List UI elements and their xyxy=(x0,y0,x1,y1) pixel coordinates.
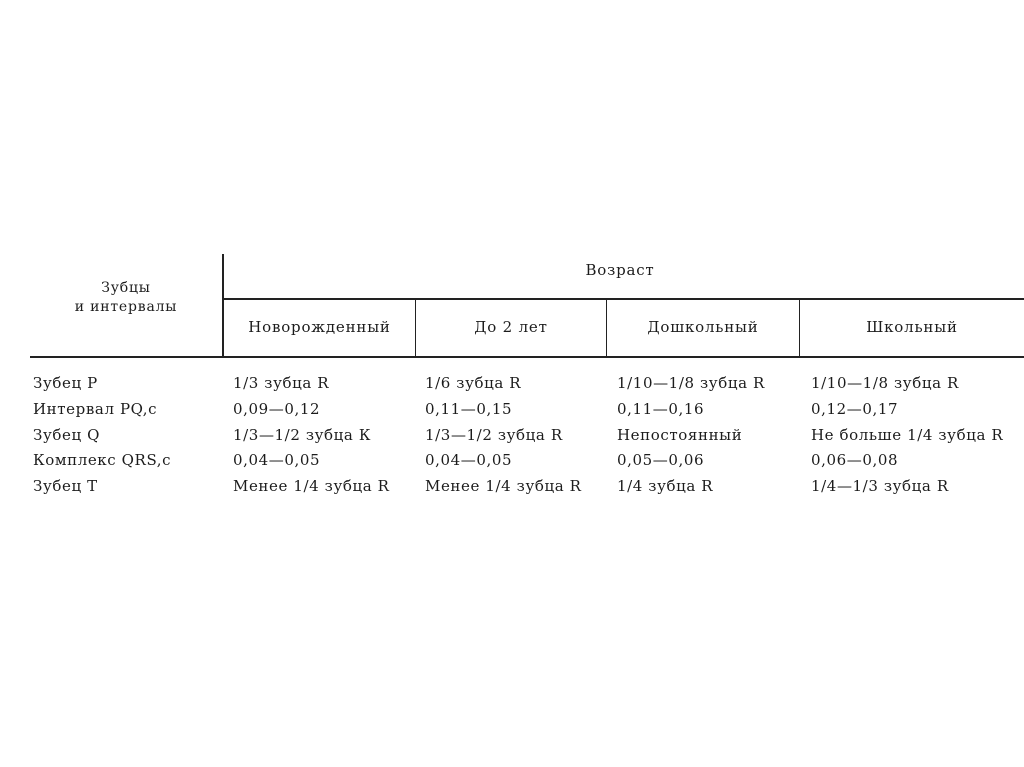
cell-under-2: 0,04—0,05 xyxy=(425,451,513,469)
cell-newborn: 1/3 зубца R xyxy=(233,374,330,392)
cell-preschool: 1/10—1/8 зубца R xyxy=(617,374,765,392)
group-header-underline xyxy=(222,298,1024,300)
cell-school: 0,12—0,17 xyxy=(811,400,899,418)
cell-school: 0,06—0,08 xyxy=(811,451,899,469)
cell-preschool: 0,11—0,16 xyxy=(617,400,705,418)
cell-school: Не больше 1/4 зубца R xyxy=(811,426,1004,444)
row-label: Интервал PQ,c xyxy=(33,400,158,418)
header-bottom-rule xyxy=(30,356,1024,358)
row-label: Зубец P xyxy=(33,374,98,392)
stub-header-line-2: и интервалы xyxy=(74,299,178,315)
header-divider-vertical xyxy=(222,254,224,358)
column-header-newborn: Новорожденный xyxy=(248,318,391,336)
column-header-preschool: Дошкольный xyxy=(647,318,759,336)
cell-school: 1/4—1/3 зубца R xyxy=(811,477,949,495)
stub-header-line-1: Зубцы xyxy=(101,280,151,296)
cell-newborn: 1/3—1/2 зубца К xyxy=(233,426,372,444)
cell-newborn: 0,04—0,05 xyxy=(233,451,321,469)
column-header-school: Школьный xyxy=(866,318,958,336)
cell-under-2: 0,11—0,15 xyxy=(425,400,513,418)
cell-preschool: 1/4 зубца R xyxy=(617,477,714,495)
cell-newborn: 0,09—0,12 xyxy=(233,400,321,418)
cell-under-2: 1/6 зубца R xyxy=(425,374,522,392)
row-label: Комплекс QRS,c xyxy=(33,451,172,469)
stub-header xyxy=(30,279,222,317)
cell-under-2: Менее 1/4 зубца R xyxy=(425,477,582,495)
cell-preschool: Непостоянный xyxy=(617,426,743,444)
row-label: Зубец Q xyxy=(33,426,100,444)
group-header-age: Возраст xyxy=(585,261,655,279)
column-header-under-2: До 2 лет xyxy=(474,318,548,336)
cell-preschool: 0,05—0,06 xyxy=(617,451,705,469)
row-label: Зубец T xyxy=(33,477,98,495)
cell-newborn: Менее 1/4 зубца R xyxy=(233,477,390,495)
cell-under-2: 1/3—1/2 зубца R xyxy=(425,426,563,444)
cell-school: 1/10—1/8 зубца R xyxy=(811,374,959,392)
